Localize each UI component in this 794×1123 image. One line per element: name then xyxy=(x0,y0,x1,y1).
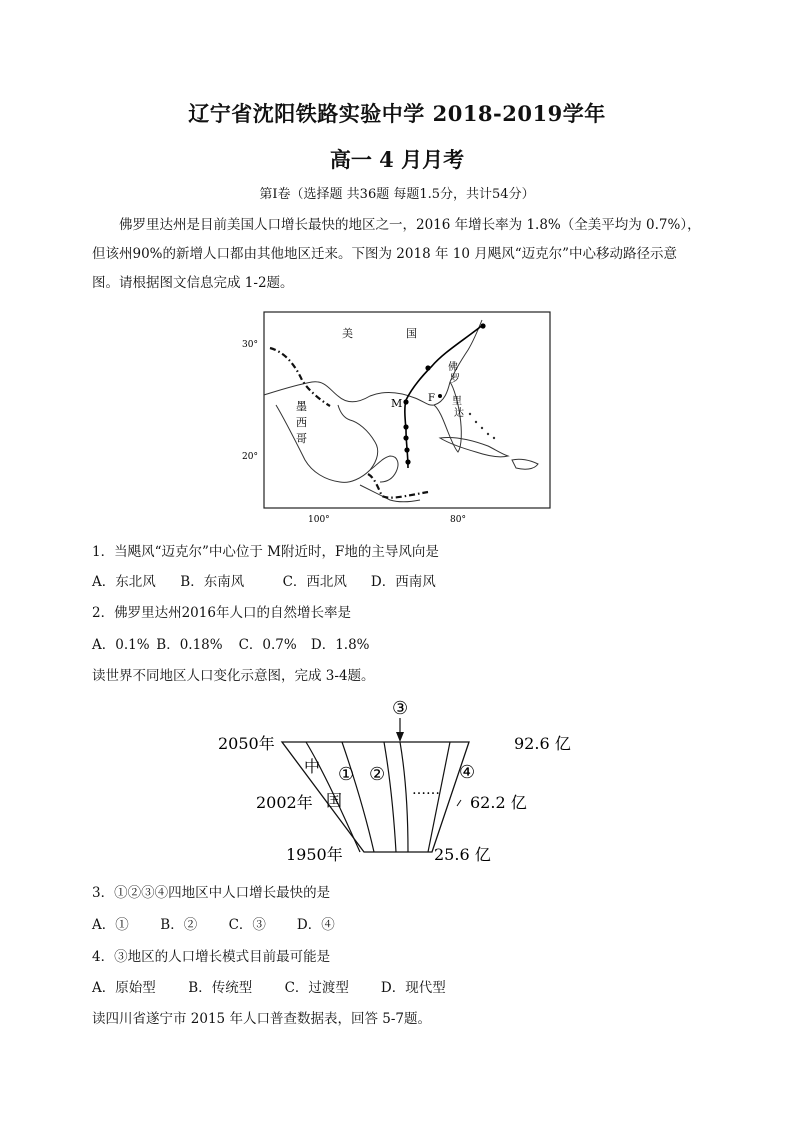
label-lon-80: 80° xyxy=(450,515,466,525)
label-usa-2: 国 xyxy=(406,327,417,340)
q1-option-b[interactable]: B．东南风 xyxy=(180,574,245,590)
divider-3 xyxy=(384,742,396,852)
q2-option-d[interactable]: D．1.8% xyxy=(310,637,370,653)
question-3-options xyxy=(92,913,704,933)
q2-option-b[interactable]: B．0.18% xyxy=(156,637,223,653)
intro-line-2: 但该州90%的新增人口都由其他地区迁来。下图为 2018 年 10 月飓风“迈克尔”中心移动路径示意 xyxy=(92,246,678,262)
label-dots: …… xyxy=(412,782,440,798)
section-heading: 第Ⅰ卷（选择题 共36题 每题1.5分，共计54分） xyxy=(259,187,535,202)
tick-2002-right xyxy=(457,800,461,806)
point-F-marker xyxy=(438,394,442,398)
label-china-2: 国 xyxy=(326,791,343,810)
label-region-2: ② xyxy=(369,764,386,785)
intro-3: 读四川省遂宁市 2015 年人口普查数据表，回答 5-7题。 xyxy=(92,1011,431,1027)
label-lat-30: 30° xyxy=(242,340,258,350)
q2-option-c[interactable]: C．0.7% xyxy=(238,637,297,653)
q4-option-b[interactable]: B．传统型 xyxy=(188,980,253,996)
question-4-options xyxy=(92,976,704,996)
hurricane-track-map xyxy=(240,310,560,528)
q4-option-a[interactable]: A．原始型 xyxy=(92,980,156,996)
q3-option-a[interactable]: A．① xyxy=(92,917,129,933)
exam-subtitle: 高一 4 月月考 xyxy=(329,147,465,172)
q1-option-d[interactable]: D．西南风 xyxy=(370,574,436,590)
intro-line-1: 佛罗里达州是目前美国人口增长最快的地区之一，2016 年增长率为 1.8%（全美平均为 0.7%）， xyxy=(119,217,701,233)
q3-option-b[interactable]: B．② xyxy=(160,917,198,933)
q3-option-d[interactable]: D．④ xyxy=(296,917,335,933)
question-4-stem: 4．③地区的人口增长模式目前最可能是 xyxy=(92,949,331,965)
intro-2: 读世界不同地区人口变化示意图，完成 3-4题。 xyxy=(92,668,375,684)
q4-option-c[interactable]: C．过渡型 xyxy=(284,980,349,996)
divider-4 xyxy=(400,742,408,852)
label-year-2050: 2050年 xyxy=(218,734,275,753)
divider-2 xyxy=(342,742,374,852)
label-usa-1: 美 xyxy=(342,327,353,340)
label-region-4: ④ xyxy=(459,762,476,783)
q1-option-a[interactable]: A．东北风 xyxy=(92,574,156,590)
question-2-stem: 2．佛罗里达州2016年人口的自然增长率是 xyxy=(92,605,351,621)
q3-option-c[interactable]: C．③ xyxy=(228,917,266,933)
label-value-1950: 25.6 亿 xyxy=(434,845,491,864)
question-3-stem: 3．①②③④四地区中人口增长最快的是 xyxy=(92,885,331,901)
label-mexico-3: 哥 xyxy=(296,432,307,445)
q1-option-c[interactable]: C．西北风 xyxy=(282,574,347,590)
label-year-2002: 2002年 xyxy=(256,793,313,812)
question-1-stem: 1．当飓风“迈克尔”中心位于 M附近时，F地的主导风向是 xyxy=(92,544,439,560)
q2-option-a[interactable]: A．0.1% xyxy=(92,637,150,653)
label-lat-20: 20° xyxy=(242,452,258,462)
label-mexico-2: 西 xyxy=(296,416,307,429)
exam-title: 辽宁省沈阳铁路实验中学 2018-2019学年 xyxy=(188,101,606,126)
label-china-1: 中 xyxy=(304,757,321,776)
label-florida-3: 里 xyxy=(452,396,462,407)
population-diagram xyxy=(214,692,584,868)
label-M: M xyxy=(391,397,403,410)
question-1-options xyxy=(92,570,704,590)
label-florida-2: 罗 xyxy=(450,374,460,385)
label-lon-100: 100° xyxy=(308,515,330,525)
label-florida-4: 达 xyxy=(454,408,464,419)
q4-option-d[interactable]: D．现代型 xyxy=(380,980,446,996)
label-mexico-1: 墨 xyxy=(296,400,307,413)
label-value-2050: 92.6 亿 xyxy=(514,734,571,753)
label-F: F xyxy=(428,393,435,404)
question-2-options xyxy=(92,633,704,653)
intro-line-3: 图。请根据图文信息完成 1-2题。 xyxy=(92,275,294,291)
arrow-head xyxy=(396,732,404,742)
label-region-1: ① xyxy=(338,764,355,785)
label-value-2002: 62.2 亿 xyxy=(470,793,527,812)
label-year-1950: 1950年 xyxy=(286,845,343,864)
label-florida-1: 佛 xyxy=(448,362,458,373)
label-region-3: ③ xyxy=(392,698,409,719)
